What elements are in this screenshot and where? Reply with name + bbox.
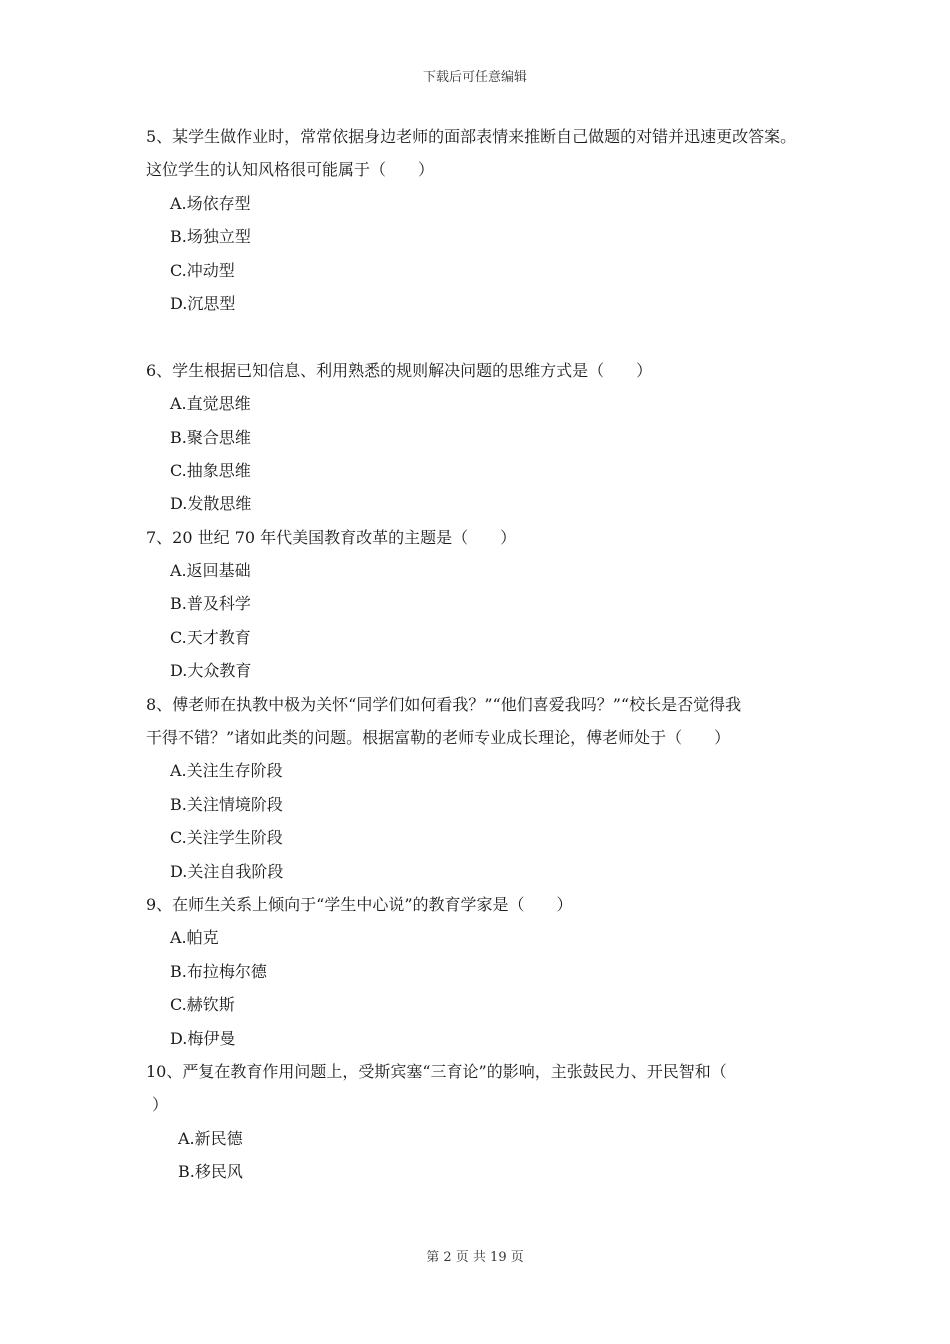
- question-9-option-a: A.帕克: [170, 928, 219, 948]
- question-8-text-line-1: 8、傅老师在执教中极为关怀“同学们如何看我？”“他们喜爱我吗？”“校长是否觉得我: [146, 694, 742, 714]
- question-7-option-d: D.大众教育: [170, 661, 252, 681]
- question-10-text-line-2: ）: [152, 1095, 169, 1115]
- question-6-option-d: D.发散思维: [170, 494, 252, 514]
- question-7-option-c: C.天才教育: [170, 627, 251, 647]
- question-5-text-line-1: 5、某学生做作业时，常常依据身边老师的面部表情来推断自己做题的对错并迅速更改答案。: [146, 127, 797, 146]
- question-9-text: 9、在师生关系上倾向于“学生中心说”的教育学家是（ ）: [146, 894, 573, 914]
- question-10-option-b: B.移民风: [178, 1162, 243, 1182]
- question-5-option-b: B.场独立型: [170, 227, 251, 247]
- question-5-option-a: A.场依存型: [170, 193, 251, 213]
- question-9: [146, 888, 826, 1055]
- question-5-option-c: C.冲动型: [170, 260, 235, 280]
- question-8-option-b: B.关注情境阶段: [170, 794, 283, 814]
- question-9-option-d: D.梅伊曼: [170, 1028, 236, 1048]
- question-10-text-line-1: 10、严复在教育作用问题上，受斯宾塞“三育论”的影响，主张鼓民力、开民智和（: [146, 1061, 727, 1081]
- question-7-option-a: A.返回基础: [170, 561, 251, 581]
- question-8-text-line-2: 干得不错？”诸如此类的问题。根据富勒的老师专业成长理论，傅老师处于（ ）: [146, 728, 731, 748]
- question-9-option-b: B.布拉梅尔德: [170, 961, 267, 981]
- question-6-text: 6、学生根据已知信息、利用熟悉的规则解决问题的思维方式是（ ）: [146, 360, 653, 380]
- page-header: 下载后可任意编辑: [422, 70, 527, 85]
- question-8-option-c: C.关注学生阶段: [170, 828, 283, 848]
- question-7-option-b: B.普及科学: [170, 594, 251, 614]
- question-6: [146, 354, 826, 521]
- question-5-option-d: D.沉思型: [170, 293, 236, 313]
- question-6-option-b: B.聚合思维: [170, 427, 251, 447]
- question-6-option-a: A.直觉思维: [170, 394, 251, 414]
- question-5: [146, 120, 826, 320]
- blank-line: [146, 320, 826, 353]
- question-7: [146, 521, 826, 688]
- question-8-option-d: D.关注自我阶段: [170, 861, 284, 881]
- question-8: [146, 688, 826, 888]
- question-10: [146, 1055, 826, 1189]
- question-6-option-c: C.抽象思维: [170, 460, 251, 480]
- question-10-option-a: A.新民德: [178, 1128, 243, 1148]
- question-8-option-a: A.关注生存阶段: [170, 761, 283, 781]
- question-7-text: 7、20 世纪 70 年代美国教育改革的主题是（ ）: [146, 527, 517, 547]
- question-9-option-c: C.赫钦斯: [170, 995, 235, 1015]
- question-5-text-line-2: 这位学生的认知风格很可能属于（ ）: [146, 160, 435, 180]
- question-list: [146, 120, 826, 1189]
- page-footer: 第 2 页 共 19 页: [426, 1250, 524, 1265]
